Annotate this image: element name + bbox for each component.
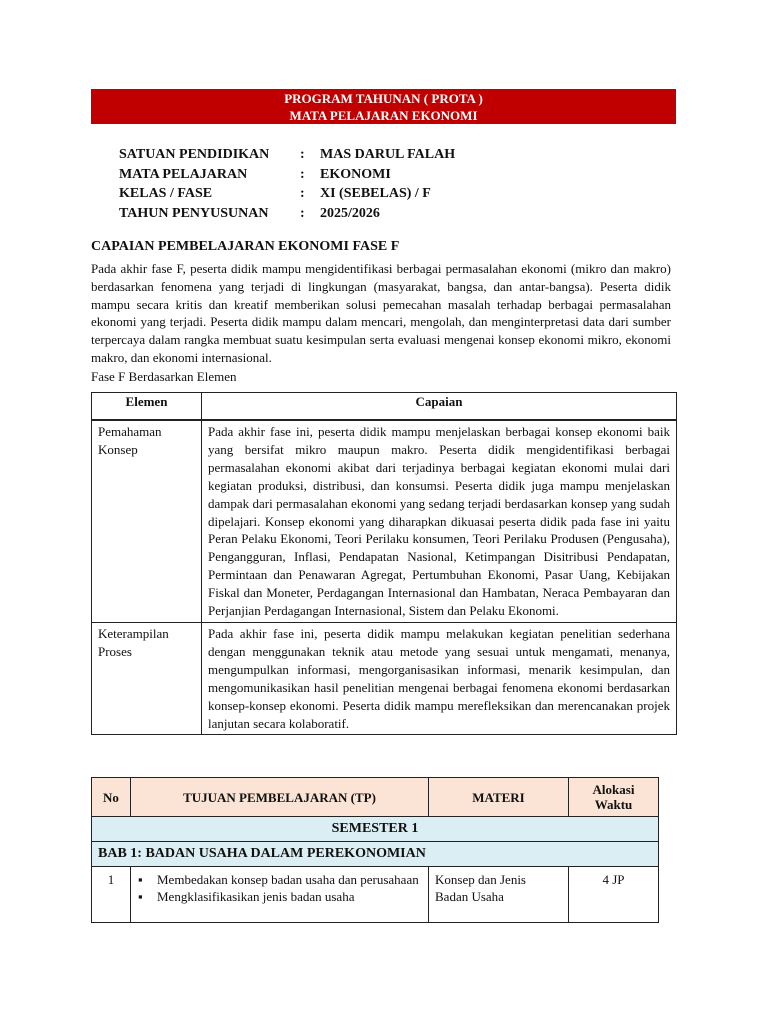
identity-key: TAHUN PENYUSUNAN [119,205,269,221]
tp-list [137,871,422,905]
capaian-heading: CAPAIAN PEMBELAJARAN EKONOMI FASE F [91,239,400,254]
tp-table [91,777,659,923]
alokasi-cell: 4 JP [569,867,659,923]
column-header-alokasi [569,778,659,817]
identity-value: MAS DARUL FALAH [320,147,456,162]
alokasi-line-2: Waktu [594,797,633,812]
table-header-row [92,393,677,421]
capaian-cell: Pada akhir fase ini, peserta didik mampu melakukan kegiatan penelitian sederhana dengan menggunakan teknik atau metode yang sesuai untuk mengamati, menanya, mengumpulkan informasi, mengorganisasikan informasi, menarik kesimpulan, dan mengomunikasikan hasil penelitian mengenai berbagai fenomena ekonomi berdasarkan konsep-konsep ekonomi. Peserta didik mampu merefleksikan dan merencanakan projek lanjutan secara kolaboratif. [202,622,677,734]
table-row [92,622,677,734]
identity-separator: : [300,205,305,221]
column-header-capaian: Capaian [202,393,677,421]
identity-key: MATA PELAJARAN [119,166,248,182]
elemen-table [91,392,677,735]
document-subtitle: MATA PELAJARAN EKONOMI [289,108,478,123]
elemen-cell: Pemahaman Konsep [92,420,202,622]
bab-row [92,842,659,867]
table-header-row [92,778,659,817]
column-header-tp: TUJUAN PEMBELAJARAN (TP) [131,778,429,817]
row-number: 1 [92,867,131,923]
semester-row [92,817,659,842]
document-title-bar [91,89,676,124]
fase-label: Fase F Berdasarkan Elemen [91,369,237,384]
identity-value: XI (SEBELAS) / F [320,186,431,201]
alokasi-line-1: Alokasi [592,782,635,797]
identity-value: 2025/2026 [320,205,380,221]
column-header-materi: MATERI [429,778,569,817]
list-item: ▪ Mengklasifikasikan jenis badan usaha [151,888,422,905]
list-item: ▪ Membedakan konsep badan usaha dan perusahaan [151,871,422,888]
identity-separator: : [300,166,305,182]
identity-separator: : [300,147,305,162]
column-header-elemen: Elemen [92,393,202,421]
bab-label: BAB 1: BADAN USAHA DALAM PEREKONOMIAN [92,842,659,867]
identity-separator: : [300,186,305,201]
identity-row [119,204,455,224]
identity-row [119,184,455,204]
identity-row [119,145,455,165]
materi-cell: Konsep dan Jenis Badan Usaha [429,867,569,923]
identity-value: EKONOMI [320,166,391,182]
table-row [92,867,659,923]
identity-key: KELAS / FASE [119,186,213,201]
identity-key: SATUAN PENDIDIKAN [119,147,270,162]
tp-cell [131,867,429,923]
capaian-cell: Pada akhir fase ini, peserta didik mampu menjelaskan berbagai konsep ekonomi baik yang bersifat mikro maupun makro. Peserta didik mengidentifikasi berbagai permasalahan ekonomi akibat dari terjadinya berbagai kegiatan ekonomi mulai dari kegiatan produksi, distribusi, dan konsumsi. Peserta didik juga mampu menjelaskan dampak dari permasalahan ekonomi yang sedang terjadi berdasarkan konsep yang sudah dipelajari. Konsep ekonomi yang diharapkan dikuasai peserta didik pada fase ini yaitu Peran Pelaku Ekonomi, Teori Perilaku konsumen, Teori Perilaku Produsen (Pengusaha), Pengangguran, Inflasi, Pendapatan Nasional, Ketimpangan Disitribusi Pendapatan, Permintaan dan Penawaran Agregat, Pertumbuhan Ekonomi, Pasar Uang, Kebijakan Fiskal dan Moneter, Perdagangan Internasional dan Hambatan, Neraca Pembayaran dan Perjanjian Perdagangan Internasional, Sistem dan Pelaku Ekonomi. [202,420,677,622]
identity-row [119,165,455,185]
elemen-cell: Keterampilan Proses [92,622,202,734]
column-header-no: No [92,778,131,817]
table-row [92,420,677,622]
document-title: PROGRAM TAHUNAN ( PROTA ) [284,91,483,106]
semester-label: SEMESTER 1 [92,817,659,842]
capaian-paragraph: Pada akhir fase F, peserta didik mampu mengidentifikasi berbagai permasalahan ekonomi (mikro dan makro) berdasarkan fenomena yang terjadi di lingkungan (masyarakat, bangsa, dan antar-bangsa). Peserta didik mampu secara kritis dan kreatif memberikan solusi pemecahan masalah terhadap berbagai permasalahan ekonomi yang terjadi. Peserta didik mampu dalam mencari, mengolah, dan menginterpretasi data dari sumber terpercaya dalam rangka membuat suatu kesimpulan serta evaluasi mengenai konsep ekonomi mikro, ekonomi makro, dan ekonomi internasional. [91,261,671,365]
identity-block [119,145,455,223]
